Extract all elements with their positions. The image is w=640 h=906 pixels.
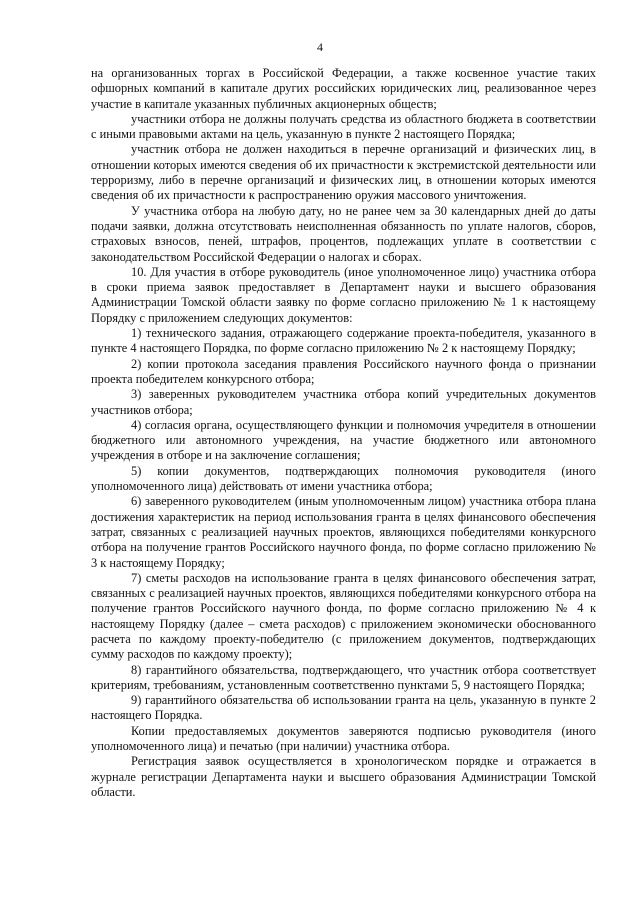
list-item: 1) технического задания, отражающего содержание проекта-победителя, указанного в пункте 4 настоящего Порядка, по форме согласно приложению № 2 к настоящему Порядку; [91,326,596,356]
paragraph: участники отбора не должны получать средства из областного бюджета в соответствии с иными правовыми актами на цель, указанную в пункте 2 настоящего Порядка; [91,111,596,142]
paragraph: Копии предоставляемых документов заверяются подписью руководителя (иного уполномоченного лица) и печатью (при наличии) участника отбора. [91,723,596,754]
paragraph-continuation: на организованных торгах в Российской Федерации, а также косвенное участие таких офшорных компаний в капитале других российских юридических лиц, реализованное через участие в капитале указанных публичных акционерных обществ; [91,66,596,111]
list-item: 4) согласия органа, осуществляющего функции и полномочия учредителя в отношении бюджетного или автономного учреждения, на участие бюджетного или автономного учреждения в отборе и на заключение соглашения; [91,417,596,463]
list-item: 3) заверенных руководителем участника отбора копий учредительных документов участников отбора; [91,387,596,417]
list-item: 7) сметы расходов на использование гранта в целях финансового обеспечения затрат, связанных с реализацией научных проектов, являющихся победителями конкурсного отбора на получение грантов Российского научного фонда, по форме согласно приложению № 4 к настоящему Порядку (далее – смета расходов) с приложением экономически обоснованного расчета по каждому проекту-победителю (с приложением документов, подтверждающих сумму расходов по каждому проекту); [91,570,596,662]
paragraph: Регистрация заявок осуществляется в хронологическом порядке и отражается в журнале регистрации Департамента науки и высшего образования Администрации Томской области. [91,754,596,799]
list-item: 9) гарантийного обязательства об использовании гранта на цель, указанную в пункте 2 настоящего Порядка. [91,693,596,723]
list-item: 8) гарантийного обязательства, подтверждающего, что участник отбора соответствует критериям, требованиям, установленным соответственно пунктами 5, 9 настоящего Порядка; [91,662,596,692]
list-item: 6) заверенного руководителем (иным уполномоченным лицом) участника отбора плана достижения характеристик на период использования гранта в целях финансового обеспечения затрат, связанных с реализацией научных проектов, являющихся победителями конкурсного отбора на получение грантов Российского научного фонда, по форме согласно приложению № 3 к настоящему Порядку; [91,494,596,570]
paragraph: 10. Для участия в отборе руководитель (иное уполномоченное лицо) участника отбора в сроки приема заявок предоставляет в Департамент науки и высшего образования Администрации Томской области заявку по форме согласно приложению № 1 к настоящему Порядку с приложением следующих документов: [91,264,596,325]
page-number: 4 [317,40,323,54]
paragraph: участник отбора не должен находиться в перечне организаций и физических лиц, в отношении которых имеются сведения об их причастности к экстремистской деятельности или терроризму, либо в перечне организаций и физических лиц, в отношении которых имеются сведения об их причастности к распространению оружия массового уничтожения. [91,142,596,203]
list-item: 5) копии документов, подтверждающих полномочия руководителя (иного уполномоченного лица) действовать от имени участника отбора; [91,463,596,494]
paragraph: У участника отбора на любую дату, но не ранее чем за 30 календарных дней до даты подачи заявки, должна отсутствовать неисполненная обязанность по уплате налогов, сборов, страховых взносов, пеней, штрафов, процентов, подлежащих уплате в соответствии с законодательством Российской Федерации о налогах и сборах. [91,203,596,264]
document-body [91,66,596,800]
list-item: 2) копии протокола заседания правления Российского научного фонда о признании проекта победителем конкурсного отбора; [91,356,596,386]
